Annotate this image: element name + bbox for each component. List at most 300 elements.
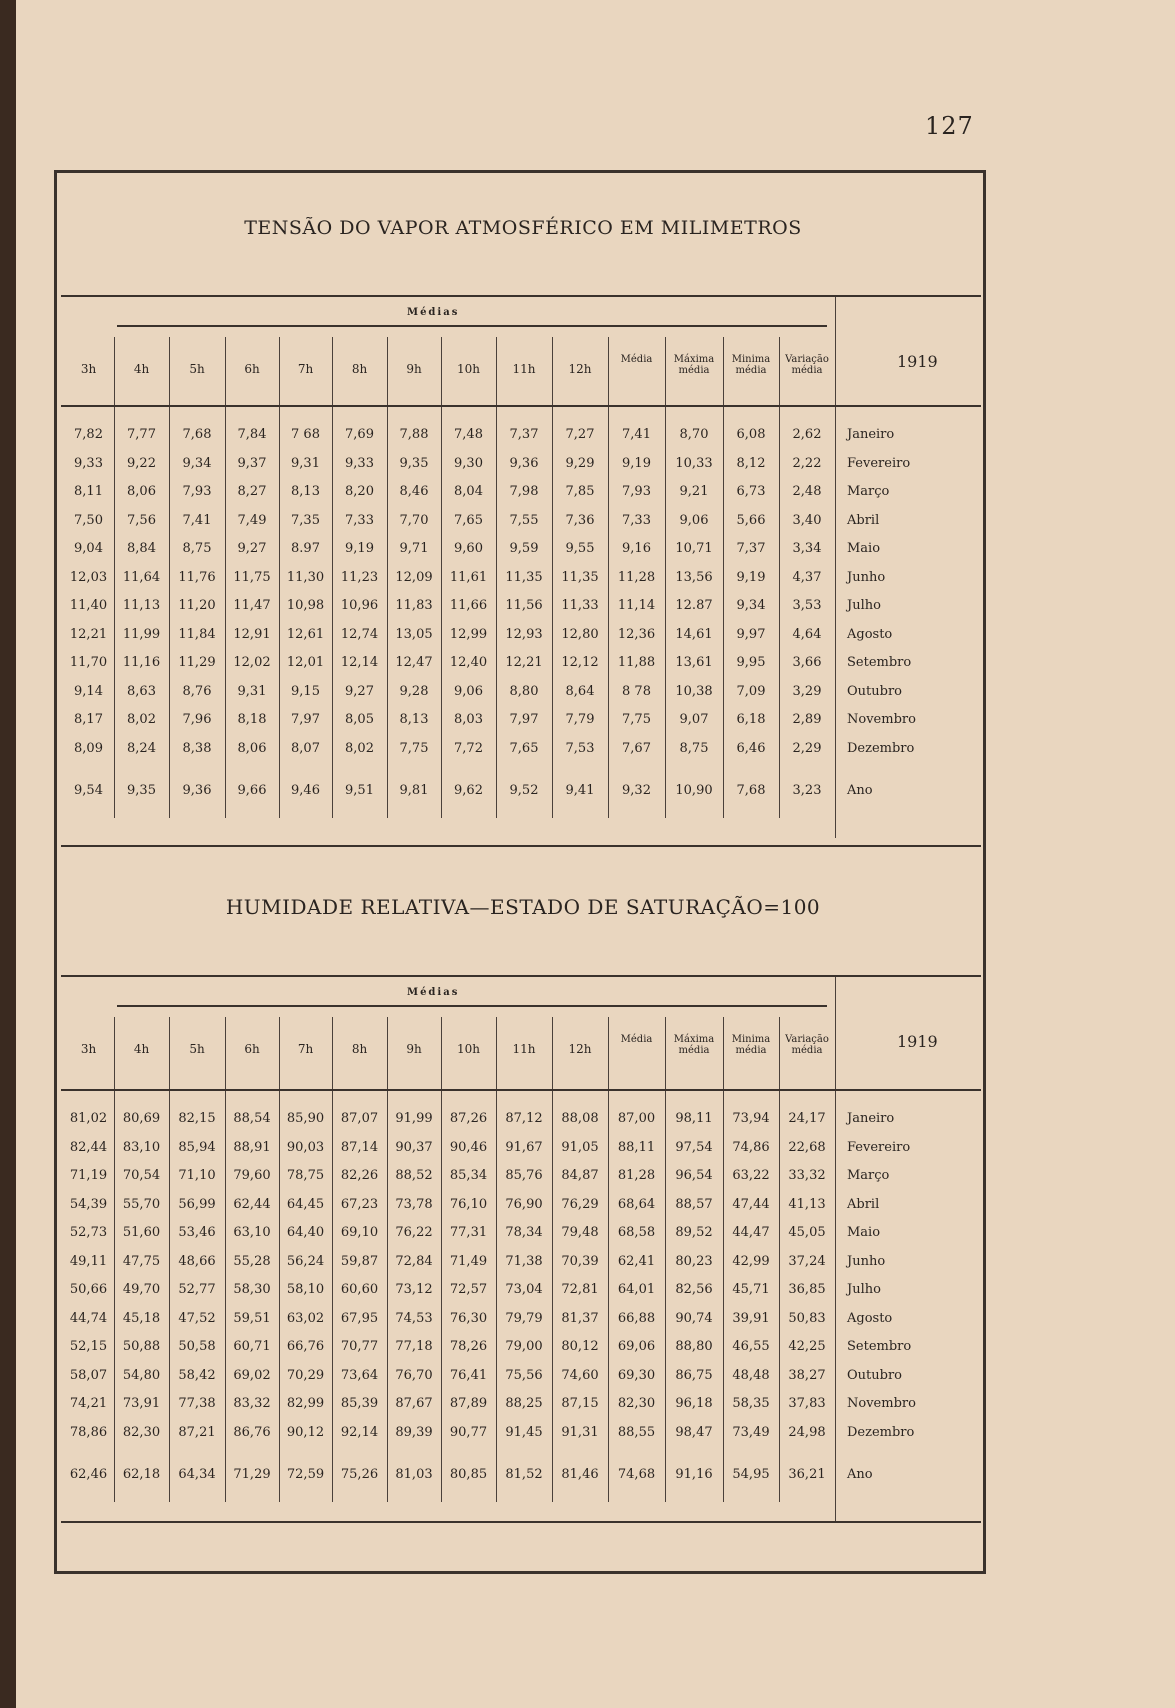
table-cell: 9,04 bbox=[74, 541, 103, 556]
table2-top-rule bbox=[61, 975, 981, 977]
table-cell: 7,50 bbox=[74, 512, 103, 528]
table-cell: 56,99 bbox=[178, 1196, 216, 1212]
table-cell: 63,22 bbox=[732, 1168, 770, 1183]
table-cell: 8,38 bbox=[182, 740, 212, 756]
table-cell: 73,94 bbox=[732, 1111, 770, 1126]
month-label: Julho bbox=[847, 1282, 881, 1297]
table-cell: 91,99 bbox=[395, 1111, 433, 1126]
table2-bottom-rule bbox=[61, 1521, 981, 1523]
table-cell: 37,24 bbox=[788, 1253, 826, 1269]
table-cell: 9,06 bbox=[454, 683, 483, 699]
table-cell: 53,46 bbox=[178, 1225, 216, 1240]
table-cell: 8,27 bbox=[237, 484, 267, 499]
table-cell: 69,10 bbox=[340, 1225, 379, 1240]
table-cell: 77,18 bbox=[395, 1339, 433, 1354]
month-label: Maio bbox=[847, 541, 881, 556]
table-cell: 48,48 bbox=[732, 1367, 770, 1383]
month-label: Julho bbox=[847, 598, 881, 613]
medias-label: Médias bbox=[407, 307, 460, 318]
month-label: Outubro bbox=[847, 1367, 902, 1383]
table-cell: 7,09 bbox=[736, 683, 766, 699]
table-cell: 63,10 bbox=[233, 1225, 271, 1240]
column-header: 3h bbox=[80, 362, 97, 376]
table-cell: 81,02 bbox=[69, 1111, 108, 1126]
table-cell: 79,00 bbox=[505, 1339, 543, 1354]
table-cell: 9,95 bbox=[736, 655, 766, 670]
table-cell: 7,37 bbox=[736, 541, 766, 556]
table-cell: 5,66 bbox=[736, 512, 766, 528]
table-cell: 41,13 bbox=[788, 1196, 826, 1212]
book-binding bbox=[0, 0, 16, 1708]
total-cell: 9,36 bbox=[182, 783, 212, 798]
table-cell: 11,76 bbox=[178, 569, 216, 585]
table-cell: 91,05 bbox=[561, 1139, 599, 1155]
table-cell: 98,11 bbox=[675, 1111, 713, 1126]
table-cell: 85,76 bbox=[505, 1168, 543, 1183]
table-cell: 9,37 bbox=[237, 455, 267, 471]
table-cell: 7,33 bbox=[622, 512, 651, 528]
table-cell: 44,47 bbox=[732, 1225, 770, 1240]
month-label: Maio bbox=[847, 1225, 881, 1240]
table-cell: 8,09 bbox=[74, 740, 103, 756]
table-cell: 66,88 bbox=[617, 1310, 656, 1326]
table-cell: 2,89 bbox=[792, 712, 822, 727]
table-cell: 7,75 bbox=[622, 712, 651, 727]
month-label: Junho bbox=[847, 1253, 886, 1269]
table-cell: 37,83 bbox=[788, 1396, 826, 1411]
table-cell: 47,44 bbox=[732, 1196, 770, 1212]
table-cell: 90,37 bbox=[395, 1139, 433, 1155]
table-cell: 7 68 bbox=[291, 427, 320, 442]
table-cell: 12,09 bbox=[395, 569, 433, 585]
table-cell: 8,64 bbox=[565, 683, 595, 699]
table-cell: 7,41 bbox=[182, 512, 212, 528]
table-cell: 82,15 bbox=[178, 1111, 216, 1126]
column-header: 9h bbox=[406, 362, 422, 376]
table-cell: 9,28 bbox=[399, 683, 429, 699]
table-cell: 70,54 bbox=[122, 1168, 161, 1183]
table-cell: 3,40 bbox=[792, 512, 822, 528]
table-cell: 74,53 bbox=[395, 1310, 433, 1326]
table-cell: 85,34 bbox=[449, 1168, 488, 1183]
table-cell: 90,46 bbox=[449, 1139, 488, 1155]
table-cell: 12,74 bbox=[340, 626, 379, 642]
table-cell: 72,81 bbox=[561, 1282, 599, 1297]
month-label: Outubro bbox=[847, 683, 902, 699]
table-cell: 86,76 bbox=[233, 1424, 271, 1440]
year-column-divider bbox=[835, 297, 836, 838]
table-cell: 47,75 bbox=[122, 1253, 161, 1269]
table-cell: 7,48 bbox=[454, 427, 483, 442]
table-cell: 9,33 bbox=[74, 455, 103, 471]
page-number: 127 bbox=[925, 112, 974, 140]
column-header: 9h bbox=[406, 1042, 422, 1056]
table-cell: 9,36 bbox=[509, 455, 539, 471]
table-cell: 7,70 bbox=[399, 512, 429, 528]
table-cell: 52,77 bbox=[178, 1282, 216, 1297]
table-cell: 69,06 bbox=[617, 1339, 656, 1354]
table-cell: 10,71 bbox=[675, 541, 713, 556]
column-header: Média bbox=[620, 1034, 653, 1045]
total-cell: 54,95 bbox=[732, 1467, 770, 1482]
table-cell: 67,23 bbox=[340, 1196, 379, 1212]
table-cell: 85,90 bbox=[286, 1111, 325, 1126]
table-cell: 96,54 bbox=[675, 1168, 713, 1183]
table-cell: 87,67 bbox=[395, 1396, 433, 1411]
table-cell: 50,83 bbox=[788, 1310, 826, 1326]
table-cell: 8,70 bbox=[679, 427, 709, 442]
table-cell: 11,16 bbox=[122, 655, 161, 670]
total-cell: 9,66 bbox=[237, 783, 267, 798]
column-header: Média bbox=[620, 354, 653, 365]
column-header: 5h bbox=[189, 362, 205, 376]
tables-frame bbox=[54, 170, 986, 1574]
table-cell: 7,68 bbox=[182, 427, 212, 442]
table-cell: 46,55 bbox=[732, 1339, 770, 1354]
table-cell: 8,20 bbox=[345, 484, 374, 499]
table-cell: 12,61 bbox=[286, 626, 325, 642]
table-cell: 52,15 bbox=[69, 1339, 108, 1354]
table-cell: 49,70 bbox=[122, 1282, 161, 1297]
table-cell: 11,61 bbox=[449, 569, 488, 585]
table-cell: 11,35 bbox=[505, 569, 543, 585]
table-cell: 58,07 bbox=[69, 1367, 108, 1383]
total-cell: 91,16 bbox=[675, 1467, 713, 1482]
table-cell: 91,45 bbox=[505, 1424, 543, 1440]
table-cell: 9,22 bbox=[127, 455, 156, 471]
table-cell: 87,14 bbox=[340, 1139, 379, 1155]
month-label: Novembro bbox=[847, 712, 916, 727]
table-cell: 12,01 bbox=[286, 655, 325, 670]
table-cell: 8,17 bbox=[74, 712, 103, 727]
table-cell: 79,60 bbox=[233, 1168, 271, 1183]
table-cell: 7,27 bbox=[565, 427, 595, 442]
table-cell: 7,35 bbox=[291, 512, 320, 528]
table-cell: 86,75 bbox=[675, 1367, 713, 1383]
table-cell: 90,03 bbox=[286, 1139, 325, 1155]
table-cell: 47,52 bbox=[178, 1310, 216, 1326]
table-cell: 8,46 bbox=[399, 484, 429, 499]
table-cell: 12,93 bbox=[505, 626, 543, 642]
table-cell: 6,46 bbox=[736, 740, 766, 756]
table-cell: 73,12 bbox=[395, 1282, 433, 1297]
table-cell: 58,42 bbox=[178, 1367, 216, 1383]
total-cell: 7,68 bbox=[736, 783, 766, 798]
table-cell: 85,94 bbox=[178, 1139, 216, 1155]
table-cell: 38,27 bbox=[788, 1367, 826, 1383]
table-cell: 7,77 bbox=[127, 427, 156, 442]
table-cell: 3,66 bbox=[792, 655, 822, 670]
table-cell: 12,21 bbox=[505, 655, 543, 670]
table-cell: 76,30 bbox=[449, 1310, 488, 1326]
table-cell: 77,38 bbox=[178, 1396, 216, 1411]
table-cell: 9,35 bbox=[399, 455, 429, 471]
table-cell: 91,67 bbox=[505, 1139, 543, 1155]
table-cell: 87,15 bbox=[561, 1396, 599, 1411]
table-cell: 81,28 bbox=[617, 1168, 656, 1183]
table-cell: 80,69 bbox=[122, 1111, 161, 1126]
column-header: 7h bbox=[297, 362, 314, 376]
table1-bottom-rule bbox=[61, 845, 981, 847]
month-label: Janeiro bbox=[847, 427, 895, 442]
total-cell: 74,68 bbox=[617, 1467, 656, 1482]
column-header: 7h bbox=[297, 1042, 314, 1056]
table-cell: 12,02 bbox=[233, 655, 271, 670]
table-cell: 45,05 bbox=[788, 1225, 826, 1240]
table-cell: 76,41 bbox=[449, 1367, 488, 1383]
table-cell: 8,05 bbox=[345, 712, 374, 727]
table-cell: 42,99 bbox=[732, 1253, 770, 1269]
table-cell: 83,10 bbox=[122, 1139, 161, 1155]
table-cell: 7,33 bbox=[345, 512, 374, 528]
table-cell: 45,71 bbox=[732, 1282, 770, 1297]
table-cell: 80,12 bbox=[561, 1339, 599, 1354]
table-cell: 75,56 bbox=[505, 1367, 543, 1383]
table-cell: 9,31 bbox=[291, 455, 320, 471]
table-cell: 74,86 bbox=[732, 1139, 770, 1155]
table-cell: 11,13 bbox=[122, 598, 161, 613]
table-cell: 9,07 bbox=[679, 712, 709, 727]
header-rule bbox=[61, 405, 981, 407]
table-cell: 76,70 bbox=[395, 1367, 433, 1383]
table-cell: 89,39 bbox=[395, 1424, 433, 1440]
table-cell: 10,38 bbox=[675, 683, 713, 699]
month-label: Janeiro bbox=[847, 1111, 895, 1126]
column-header: 10h bbox=[457, 1042, 480, 1056]
table-cell: 73,49 bbox=[732, 1424, 770, 1440]
table-cell: 64,45 bbox=[286, 1196, 325, 1212]
table-cell: 97,54 bbox=[675, 1139, 713, 1155]
table-cell: 9,55 bbox=[565, 541, 595, 556]
table-cell: 24,17 bbox=[788, 1111, 826, 1126]
table-cell: 44,74 bbox=[69, 1310, 108, 1326]
table-cell: 9,15 bbox=[291, 683, 320, 699]
table-cell: 9,27 bbox=[345, 683, 374, 699]
table-cell: 71,38 bbox=[505, 1253, 543, 1269]
table-cell: 9,19 bbox=[622, 455, 651, 471]
table-cell: 3,53 bbox=[792, 598, 822, 613]
table-cell: 88,08 bbox=[561, 1111, 599, 1126]
table-cell: 9,60 bbox=[454, 541, 483, 556]
month-label: Dezembro bbox=[847, 740, 915, 756]
table-cell: 91,31 bbox=[561, 1424, 599, 1440]
table-cell: 92,14 bbox=[340, 1424, 379, 1440]
table-cell: 66,76 bbox=[286, 1339, 325, 1354]
table-cell: 42,25 bbox=[788, 1339, 826, 1354]
table-cell: 87,07 bbox=[340, 1111, 379, 1126]
table-cell: 60,60 bbox=[340, 1282, 379, 1297]
year-label: 1919 bbox=[897, 1032, 938, 1051]
table-cell: 12,47 bbox=[395, 655, 433, 670]
table-cell: 63,02 bbox=[286, 1310, 325, 1326]
table-cell: 11,64 bbox=[122, 569, 161, 585]
table-cell: 11,84 bbox=[178, 626, 216, 642]
table-cell: 82,44 bbox=[69, 1139, 108, 1155]
medias-underline bbox=[117, 325, 827, 327]
table-cell: 7,79 bbox=[565, 712, 595, 727]
total-cell: 3,23 bbox=[792, 783, 822, 798]
table-cell: 7,82 bbox=[74, 427, 103, 442]
table-cell: 11,88 bbox=[617, 655, 656, 670]
table-cell: 59,51 bbox=[233, 1310, 271, 1326]
table-cell: 88,55 bbox=[617, 1424, 656, 1440]
table-cell: 11,66 bbox=[449, 598, 488, 613]
column-header: Variação média bbox=[785, 354, 829, 376]
table-cell: 58,35 bbox=[732, 1396, 770, 1411]
table-cell: 68,58 bbox=[617, 1225, 656, 1240]
table-cell: 55,28 bbox=[233, 1253, 271, 1269]
table-cell: 8,02 bbox=[127, 712, 156, 727]
table-cell: 36,85 bbox=[788, 1282, 826, 1297]
table-cell: 74,21 bbox=[69, 1396, 108, 1411]
column-header: 10h bbox=[457, 362, 480, 376]
total-cell: 36,21 bbox=[788, 1467, 826, 1482]
column-header: Minima média bbox=[731, 1034, 771, 1056]
table-cell: 71,10 bbox=[178, 1168, 216, 1183]
table-cell: 8,12 bbox=[736, 455, 766, 471]
table-cell: 9,33 bbox=[345, 455, 374, 471]
table-cell: 12,91 bbox=[233, 626, 271, 642]
table-cell: 11,20 bbox=[178, 598, 216, 613]
table-cell: 52,73 bbox=[69, 1225, 108, 1240]
month-label: Março bbox=[847, 484, 890, 499]
table-cell: 9,30 bbox=[454, 455, 483, 471]
table-cell: 50,88 bbox=[122, 1339, 161, 1354]
column-header: 6h bbox=[244, 1042, 260, 1056]
column-header: 3h bbox=[80, 1042, 97, 1056]
total-label: Ano bbox=[847, 783, 873, 798]
table-cell: 54,39 bbox=[69, 1196, 108, 1212]
table-cell: 3,29 bbox=[792, 683, 822, 699]
table-cell: 7,93 bbox=[182, 484, 212, 499]
table-cell: 8,13 bbox=[291, 484, 320, 499]
total-cell: 9,41 bbox=[565, 783, 595, 798]
table-cell: 8,75 bbox=[182, 541, 212, 556]
table-cell: 9,14 bbox=[74, 683, 103, 699]
table-cell: 90,74 bbox=[675, 1310, 713, 1326]
month-label: Agosto bbox=[847, 626, 893, 642]
table-cell: 8,03 bbox=[454, 712, 483, 727]
table-cell: 50,66 bbox=[69, 1282, 108, 1297]
table-cell: 7,67 bbox=[622, 740, 651, 756]
total-cell: 62,18 bbox=[122, 1467, 161, 1482]
table-cell: 88,25 bbox=[505, 1396, 543, 1411]
table-cell: 9,19 bbox=[736, 569, 766, 585]
table-cell: 13,05 bbox=[395, 626, 433, 642]
table-cell: 72,57 bbox=[449, 1282, 488, 1297]
table-cell: 83,32 bbox=[233, 1396, 271, 1411]
table-cell: 54,80 bbox=[122, 1367, 161, 1383]
table-cell: 71,49 bbox=[449, 1253, 488, 1269]
table-cell: 7,88 bbox=[399, 427, 429, 442]
month-label: Fevereiro bbox=[847, 455, 911, 471]
total-cell: 80,85 bbox=[449, 1467, 488, 1482]
total-cell: 9,35 bbox=[127, 783, 156, 798]
year-label: 1919 bbox=[897, 352, 938, 371]
total-cell: 9,54 bbox=[74, 783, 103, 798]
table-cell: 11,56 bbox=[505, 598, 543, 613]
column-header: Máxima média bbox=[673, 1034, 715, 1056]
table-cell: 72,84 bbox=[395, 1253, 433, 1269]
table-cell: 49,11 bbox=[69, 1253, 108, 1269]
table-cell: 80,23 bbox=[675, 1253, 713, 1269]
table-cell: 88,91 bbox=[233, 1139, 271, 1155]
table-cell: 8,07 bbox=[291, 740, 320, 756]
table-cell: 8 78 bbox=[622, 683, 651, 699]
column-header: 4h bbox=[133, 362, 150, 376]
table-cell: 7,65 bbox=[509, 740, 539, 756]
table-cell: 73,91 bbox=[122, 1396, 161, 1411]
table-cell: 11,70 bbox=[69, 655, 108, 670]
medias-label: Médias bbox=[407, 987, 460, 998]
table-cell: 39,91 bbox=[732, 1310, 770, 1326]
table-cell: 88,11 bbox=[617, 1139, 656, 1155]
table-cell: 8,06 bbox=[127, 484, 156, 499]
table-cell: 11,30 bbox=[286, 569, 325, 585]
table-cell: 81,37 bbox=[561, 1310, 599, 1326]
column-header: Minima média bbox=[731, 354, 771, 376]
table-cell: 87,21 bbox=[178, 1424, 216, 1440]
table-cell: 56,24 bbox=[286, 1253, 325, 1269]
table-cell: 88,54 bbox=[233, 1111, 271, 1126]
table-cell: 12,40 bbox=[449, 655, 488, 670]
table-cell: 9,71 bbox=[399, 541, 429, 556]
month-label: Abril bbox=[847, 512, 880, 528]
total-cell: 9,32 bbox=[622, 783, 651, 798]
month-label: Abril bbox=[847, 1196, 880, 1212]
column-header: 6h bbox=[244, 362, 260, 376]
column-header: 8h bbox=[351, 1042, 368, 1056]
total-cell: 81,46 bbox=[561, 1467, 599, 1482]
table-cell: 87,26 bbox=[449, 1111, 488, 1126]
table-cell: 50,58 bbox=[178, 1339, 216, 1354]
table-cell: 96,18 bbox=[675, 1396, 713, 1411]
table-cell: 8,84 bbox=[127, 541, 156, 556]
table-cell: 60,71 bbox=[233, 1339, 271, 1354]
table-cell: 8.97 bbox=[291, 541, 320, 556]
table-cell: 9,27 bbox=[237, 541, 267, 556]
table-cell: 8,02 bbox=[345, 740, 374, 756]
table-cell: 11,47 bbox=[233, 598, 271, 613]
table-cell: 88,80 bbox=[675, 1339, 713, 1354]
total-cell: 10,90 bbox=[675, 783, 713, 798]
table-cell: 8,13 bbox=[399, 712, 429, 727]
table-cell: 12,03 bbox=[69, 569, 108, 585]
table-cell: 59,87 bbox=[340, 1253, 379, 1269]
column-header: 11h bbox=[512, 362, 536, 376]
table-cell: 76,22 bbox=[395, 1225, 433, 1240]
table-cell: 2,22 bbox=[792, 455, 822, 471]
table2-title: HUMIDADE RELATIVA—ESTADO DE SATURAÇÃO=100 bbox=[225, 895, 821, 919]
table-cell: 9,34 bbox=[182, 455, 212, 471]
table-cell: 87,12 bbox=[505, 1111, 543, 1126]
table-cell: 68,64 bbox=[617, 1196, 656, 1212]
total-cell: 81,03 bbox=[395, 1467, 433, 1482]
medias-underline bbox=[117, 1005, 827, 1007]
table-cell: 98,47 bbox=[675, 1424, 713, 1440]
table-cell: 12,14 bbox=[340, 655, 379, 670]
table-cell: 9,97 bbox=[736, 626, 766, 642]
table-cell: 62,44 bbox=[233, 1196, 271, 1212]
table-cell: 77,31 bbox=[449, 1225, 488, 1240]
table-cell: 9,21 bbox=[679, 484, 709, 499]
table-cell: 7,65 bbox=[454, 512, 483, 528]
table-cell: 7,49 bbox=[237, 512, 267, 528]
table-cell: 62,41 bbox=[617, 1253, 656, 1269]
table-cell: 6,73 bbox=[736, 484, 766, 499]
month-label: Junho bbox=[847, 569, 886, 585]
table-cell: 8,06 bbox=[237, 740, 267, 756]
